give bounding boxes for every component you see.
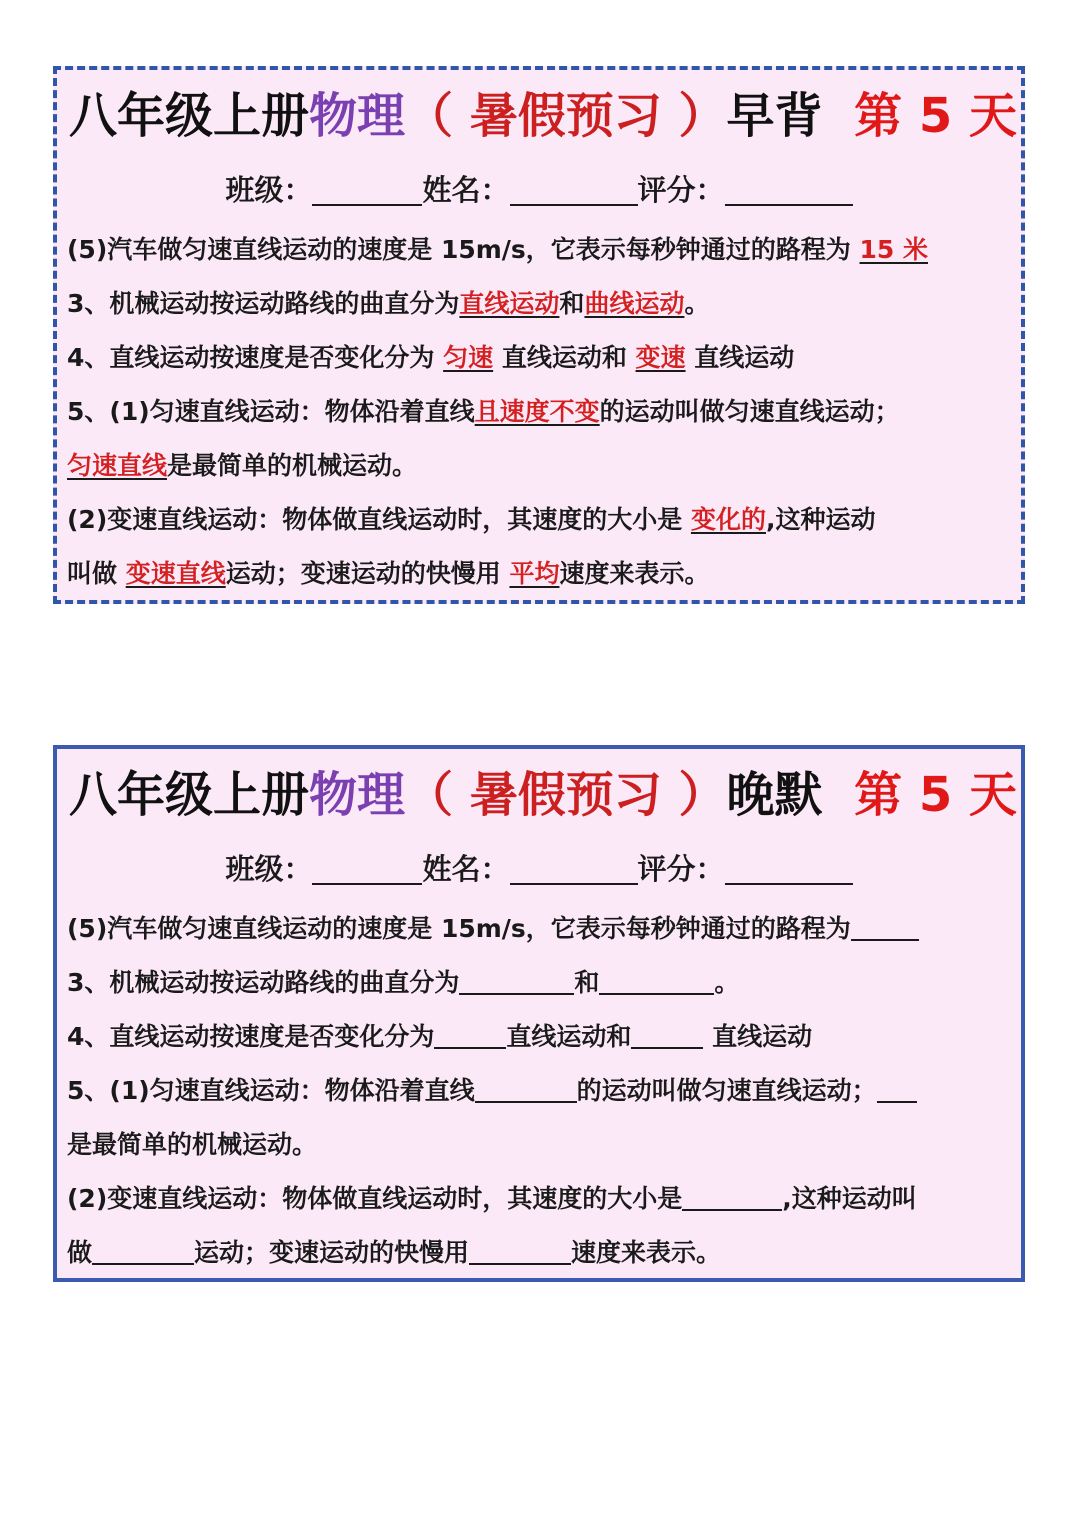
question-text: 运动；变速运动的快慢用 [194, 1238, 470, 1267]
question-text: 的运动叫做匀速直线运动； [576, 1076, 877, 1105]
answer-blank[interactable] [851, 911, 919, 941]
answer-blank[interactable] [459, 965, 574, 995]
morning-recite-card [53, 66, 1025, 604]
card-title [69, 763, 1017, 827]
title-subject: 物理 [309, 88, 406, 144]
answer-blank[interactable] [682, 1181, 782, 1211]
answer: 且速度不变 [474, 397, 600, 426]
question-text: 直线运动 [685, 343, 795, 372]
title-grade: 八年级上册 [69, 88, 310, 144]
title-subject: 物理 [309, 767, 406, 823]
question-line [67, 963, 1017, 1003]
name-blank[interactable] [510, 174, 638, 206]
answer-blank[interactable] [877, 1073, 917, 1103]
answer-blank[interactable] [599, 965, 714, 995]
student-info-row [57, 170, 1021, 210]
answer: 直线运动 [459, 289, 560, 318]
question-line [67, 1017, 1017, 1057]
score-blank[interactable] [725, 853, 853, 885]
answer: 变速 [635, 343, 686, 372]
answer-blank[interactable] [434, 1019, 506, 1049]
class-label: 班级： [225, 852, 313, 886]
question-line [67, 392, 1017, 432]
answer: 变化的 [690, 505, 766, 534]
title-mode: 早背 [726, 88, 823, 144]
question-line [67, 1233, 1017, 1273]
question-text: 直线运动和 [493, 343, 636, 372]
answer-blank[interactable] [92, 1235, 194, 1265]
question-text: ,这种运动 [765, 505, 876, 534]
question-text: (2)变速直线运动：物体做直线运动时，其速度的大小是 [67, 505, 691, 534]
question-line [67, 554, 1017, 594]
question-text: 3、机械运动按运动路线的曲直分为 [67, 289, 460, 318]
question-text: (5)汽车做匀速直线运动的速度是 15m/s，它表示每秒钟通过的路程为 [67, 235, 860, 264]
question-text: 5、(1)匀速直线运动：物体沿着直线 [67, 397, 475, 426]
question-line [67, 338, 1017, 378]
card-title [69, 84, 1017, 148]
question-text: 和 [559, 289, 585, 318]
answer-blank[interactable] [475, 1073, 577, 1103]
question-text: 速度来表示。 [559, 559, 710, 588]
question-line [67, 446, 1017, 486]
answer-blank[interactable] [631, 1019, 703, 1049]
score-blank[interactable] [725, 174, 853, 206]
question-line [67, 284, 1017, 324]
question-text: 做 [67, 1238, 93, 1267]
question-text: 。 [684, 289, 710, 318]
question-line [67, 1071, 1017, 1111]
question-line [67, 230, 1017, 270]
question-text: 是最简单的机械运动。 [167, 451, 418, 480]
question-text: 是最简单的机械运动。 [67, 1130, 318, 1159]
evening-dictation-card [53, 745, 1025, 1282]
score-label: 评分： [637, 173, 725, 207]
title-preview: （ 暑假预习 ） [405, 88, 727, 144]
answer-blank[interactable] [469, 1235, 571, 1265]
question-text: 和 [574, 968, 600, 997]
question-text: 4、直线运动按速度是否变化分为 [67, 1022, 435, 1051]
title-grade: 八年级上册 [69, 767, 310, 823]
question-line [67, 500, 1017, 540]
question-line [67, 1125, 1017, 1165]
question-text: ,这种运动叫 [782, 1184, 917, 1213]
answer: 匀速 [443, 343, 494, 372]
student-info-row [57, 849, 1021, 889]
question-text: 4、直线运动按速度是否变化分为 [67, 343, 444, 372]
question-text: 运动；变速运动的快慢用 [225, 559, 510, 588]
question-text: 5、(1)匀速直线运动：物体沿着直线 [67, 1076, 475, 1105]
question-line [67, 909, 1017, 949]
class-blank[interactable] [312, 853, 422, 885]
name-label: 姓名： [422, 852, 510, 886]
answer: 变速直线 [125, 559, 226, 588]
question-text: 直线运动和 [506, 1022, 632, 1051]
question-text: 直线运动 [712, 1022, 813, 1051]
title-day: 第 5 天 [854, 88, 1017, 144]
question-text: 速度来表示。 [571, 1238, 722, 1267]
score-label: 评分： [637, 852, 725, 886]
class-label: 班级： [225, 173, 313, 207]
answer: 匀速直线 [67, 451, 168, 480]
question-text: 的运动叫做匀速直线运动； [599, 397, 900, 426]
answer: 曲线运动 [584, 289, 685, 318]
title-day: 第 5 天 [854, 767, 1017, 823]
name-blank[interactable] [510, 853, 638, 885]
title-mode: 晚默 [726, 767, 823, 823]
question-line [67, 1179, 1017, 1219]
class-blank[interactable] [312, 174, 422, 206]
name-label: 姓名： [422, 173, 510, 207]
question-text: 3、机械运动按运动路线的曲直分为 [67, 968, 460, 997]
question-text: 。 [714, 968, 740, 997]
question-text: (2)变速直线运动：物体做直线运动时，其速度的大小是 [67, 1184, 683, 1213]
answer: 平均 [509, 559, 560, 588]
question-text: (5)汽车做匀速直线运动的速度是 15m/s，它表示每秒钟通过的路程为 [67, 914, 851, 943]
question-text: 叫做 [67, 559, 126, 588]
answer: 15 米 [859, 235, 929, 264]
title-preview: （ 暑假预习 ） [405, 767, 727, 823]
